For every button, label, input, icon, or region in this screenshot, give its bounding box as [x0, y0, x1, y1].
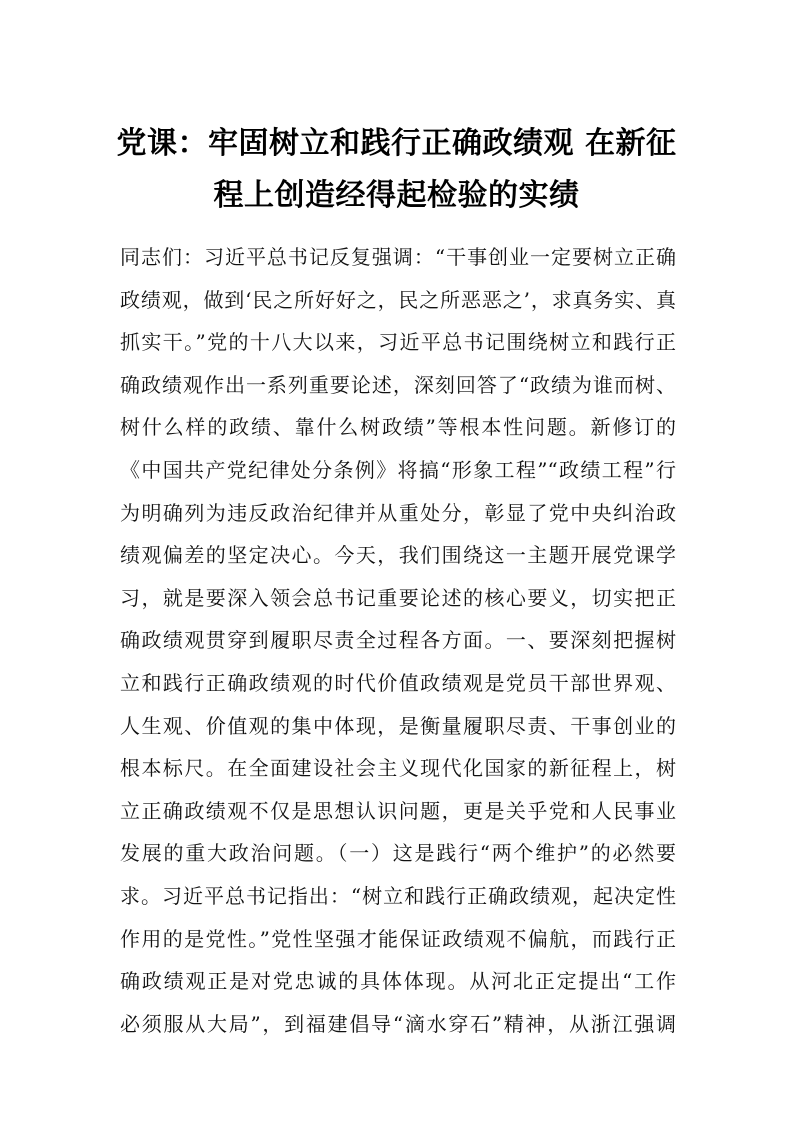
body-line: 立和践行正确政绩观的时代价值政绩观是党员干部世界观、 [120, 670, 676, 695]
body-line: 同志们：习近平总书记反复强调：“干事创业一定要树立正确 [120, 245, 676, 269]
body-line: 必须服从大局”，到福建倡导“滴水穿石”精神，从浙江强调 [120, 1011, 676, 1036]
body-line: 为明确列为违反政治纪律并从重处分，彰显了党中央纠治政 [120, 500, 676, 525]
body-line: 抓实干。”党的十八大以来，习近平总书记围绕树立和践行正 [120, 330, 676, 355]
body-line: 求。习近平总书记指出：“树立和践行正确政绩观，起决定性 [120, 883, 676, 908]
title-line-1: 党课：牢固树立和践行正确政绩观 在新征 [116, 126, 677, 161]
body-line: 确政绩观贯穿到履职尽责全过程各方面。一、要深刻把握树 [120, 628, 676, 653]
body-line: 绩观偏差的坚定决心。今天，我们围绕这一主题开展党课学 [120, 543, 676, 568]
body-line: 立正确政绩观不仅是思想认识问题，更是关乎党和人民事业 [120, 798, 676, 823]
body-line: 确政绩观正是对党忠诚的具体体现。从河北正定提出“工作 [120, 969, 676, 994]
body-line: 树什么样的政绩、靠什么树政绩”等根本性问题。新修订的 [120, 415, 676, 440]
body-line: 发展的重大政治问题。（一）这是践行“两个维护”的必然要 [120, 841, 676, 866]
title-line-2: 程上创造经得起检验的实绩 [213, 178, 580, 213]
body-line: 作用的是党性。”党性坚强才能保证政绩观不偏航，而践行正 [120, 926, 676, 951]
body-line: 人生观、价值观的集中体现，是衡量履职尽责、干事创业的 [120, 713, 676, 738]
body-line: 《中国共产党纪律处分条例》将搞“形象工程”“政绩工程”行 [120, 457, 676, 482]
document-body [120, 236, 676, 1045]
document-title [100, 118, 693, 222]
body-line: 习，就是要深入领会总书记重要论述的核心要义，切实把正 [120, 585, 676, 610]
body-line: 政绩观，做到‘民之所好好之，民之所恶恶之’，求真务实、真 [120, 287, 676, 312]
body-line: 根本标尺。在全面建设社会主义现代化国家的新征程上，树 [120, 756, 676, 781]
body-line: 确政绩观作出一系列重要论述，深刻回答了“政绩为谁而树、 [120, 372, 676, 397]
